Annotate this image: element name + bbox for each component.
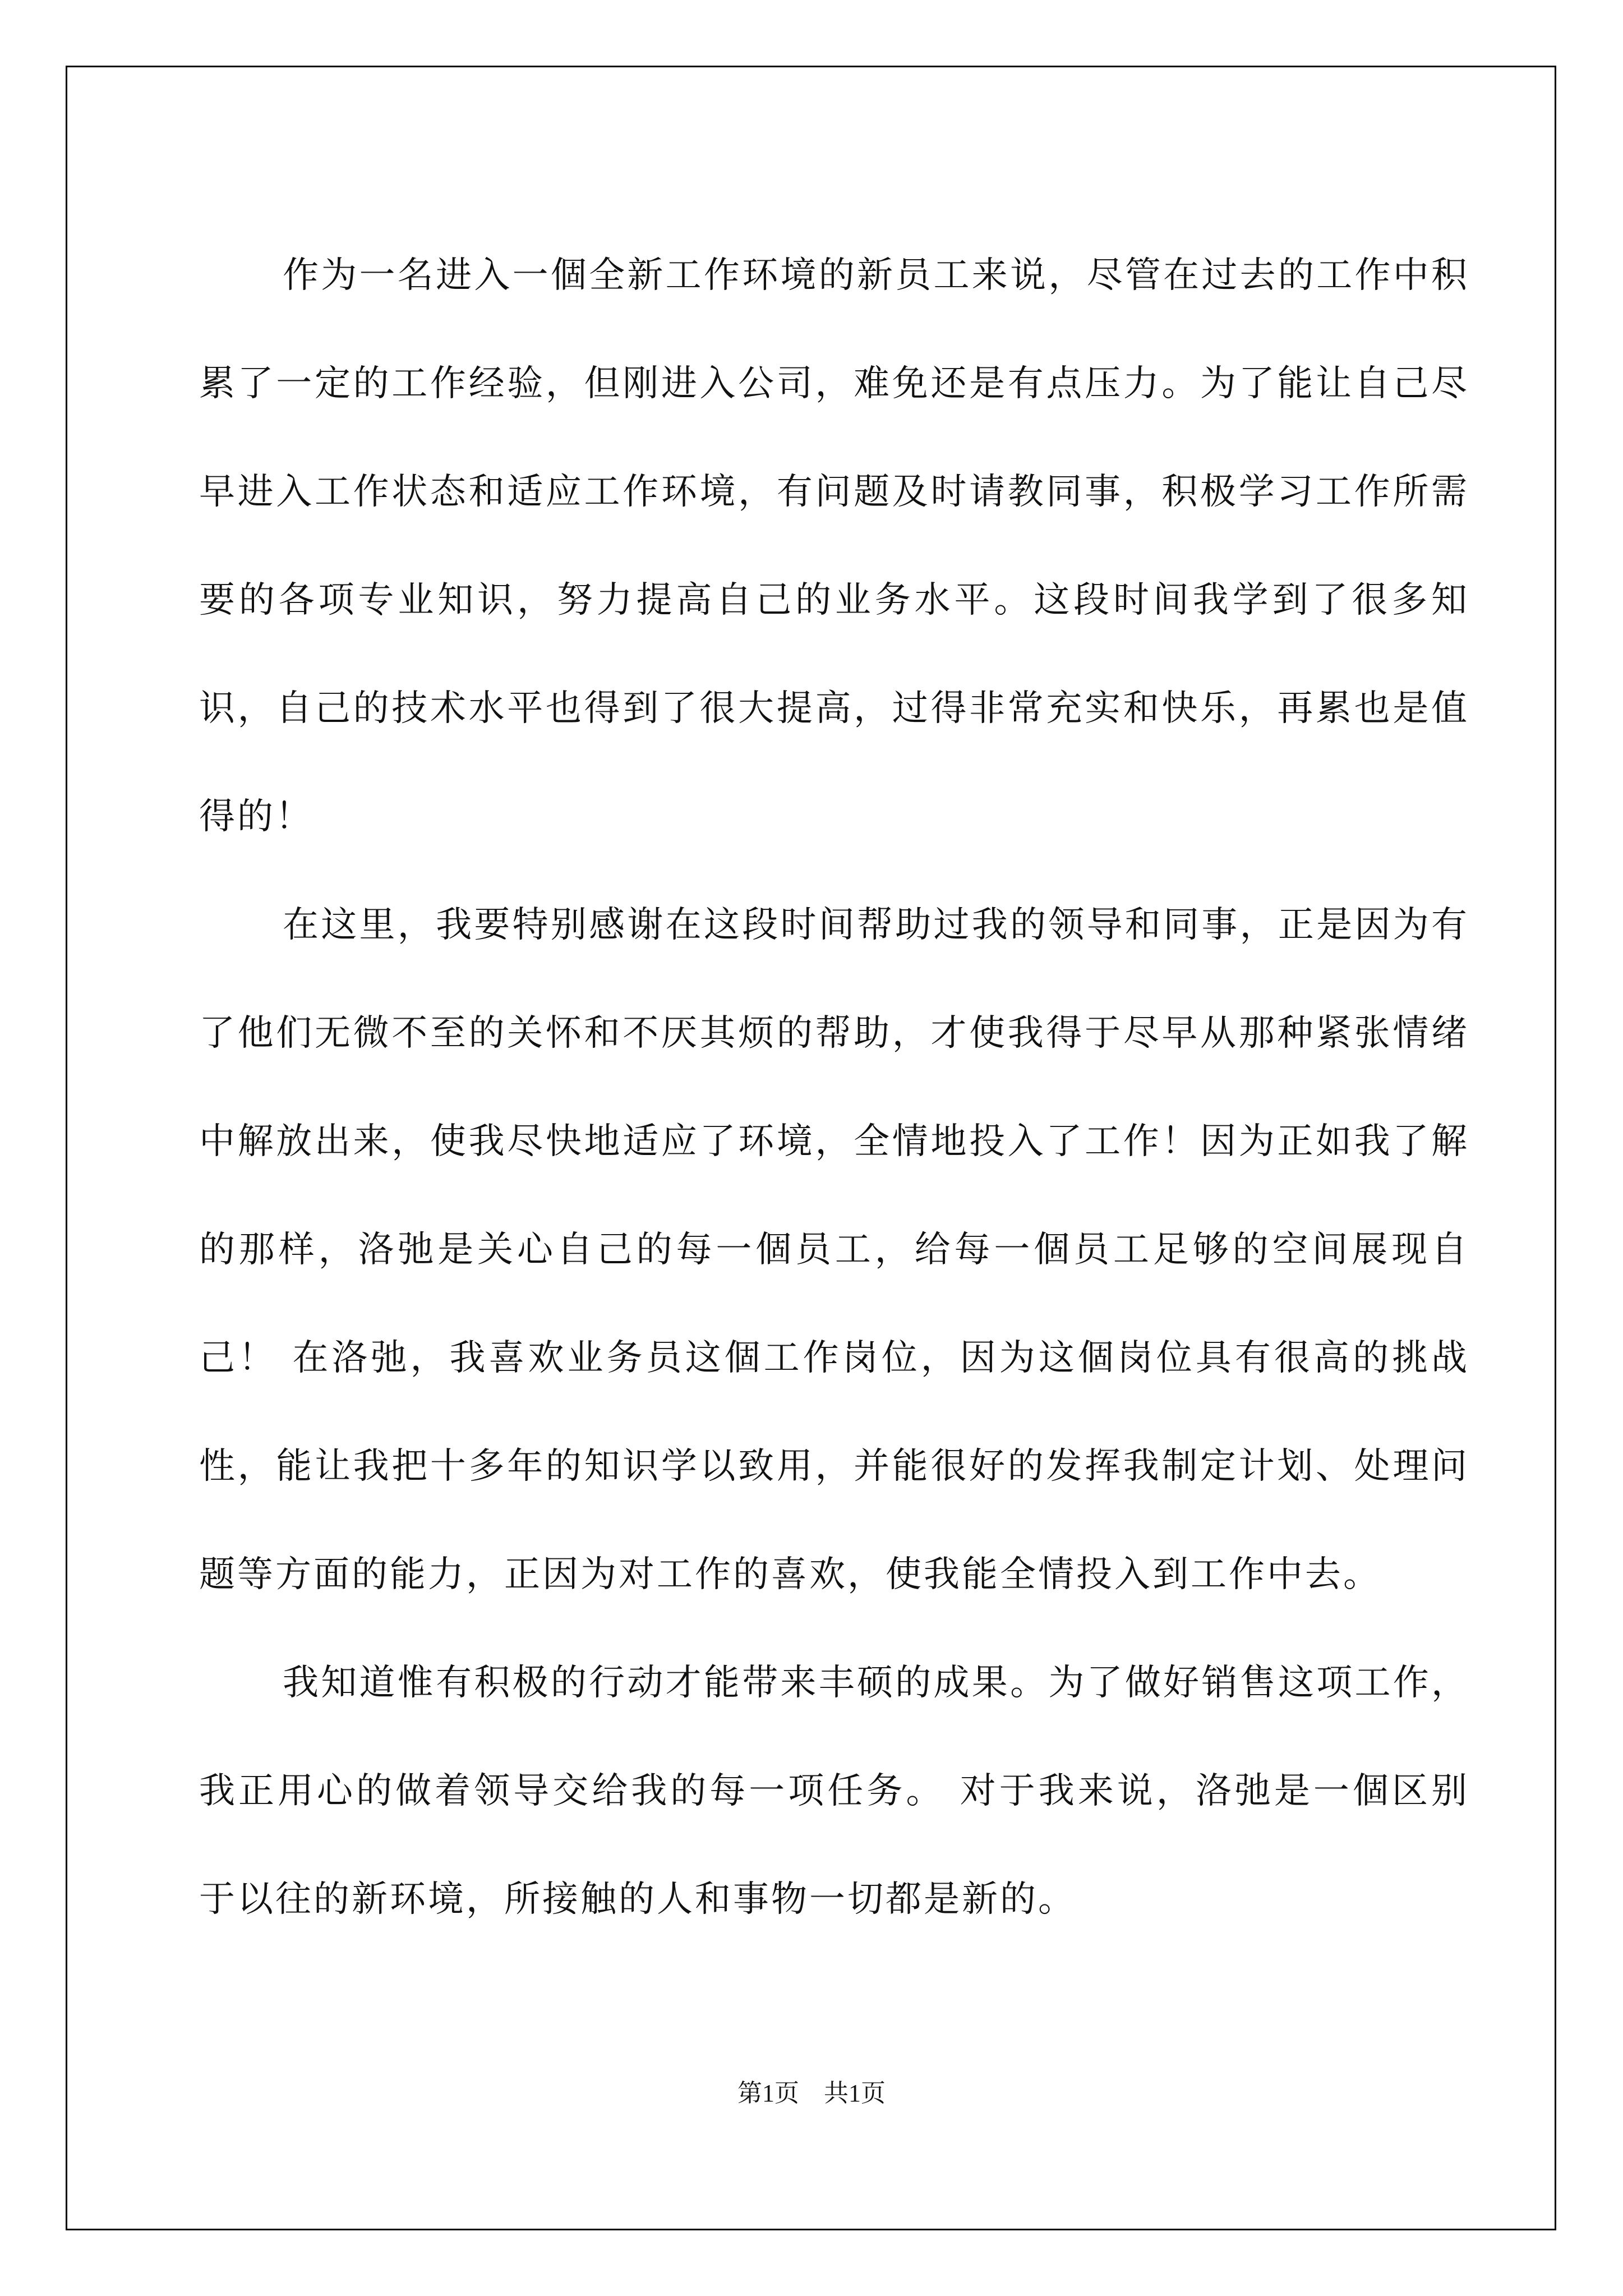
page-number-footer: 第1页 共1页	[737, 2079, 886, 2107]
paragraph-3: 我知道惟有积极的行动才能带来丰硕的成果。为了做好销售这项工作，我正用心的做着领导交给我的每一项任务。 对于我来说，洛弛是一個区别于以往的新环境，所接触的人和事物一切都是新的。	[199, 1662, 1469, 1920]
document-body	[199, 222, 1469, 1954]
paragraph-2: 在这里，我要特别感谢在这段时间帮助过我的领导和同事，正是因为有了他们无微不至的关怀和不厌其烦的帮助，才使我得于尽早从那种紧张情绪中解放出来，使我尽快地适应了环境，全情地投入了工作！因为正如我了解的那样，洛弛是关心自己的每一個员工，给每一個员工足够的空间展现自己！ 在洛弛，我喜欢业务员这個工作岗位，因为这個岗位具有很高的挑战性，能让我把十多年的知识学以致用，并能很好的发挥我制定计划、处理问题等方面的能力，正因为对工作的喜欢，使我能全情投入到工作中去。	[199, 904, 1469, 1595]
paragraph-1: 作为一名进入一個全新工作环境的新员工来说，尽管在过去的工作中积累了一定的工作经验，但刚进入公司，难免还是有点压力。为了能让自己尽早进入工作状态和适应工作环境，有问题及时请教同事，积极学习工作所需要的各项专业知识，努力提高自己的业务水平。这段时间我学到了很多知识，自己的技术水平也得到了很大提高，过得非常充实和快乐，再累也是值得的！	[199, 255, 1469, 838]
